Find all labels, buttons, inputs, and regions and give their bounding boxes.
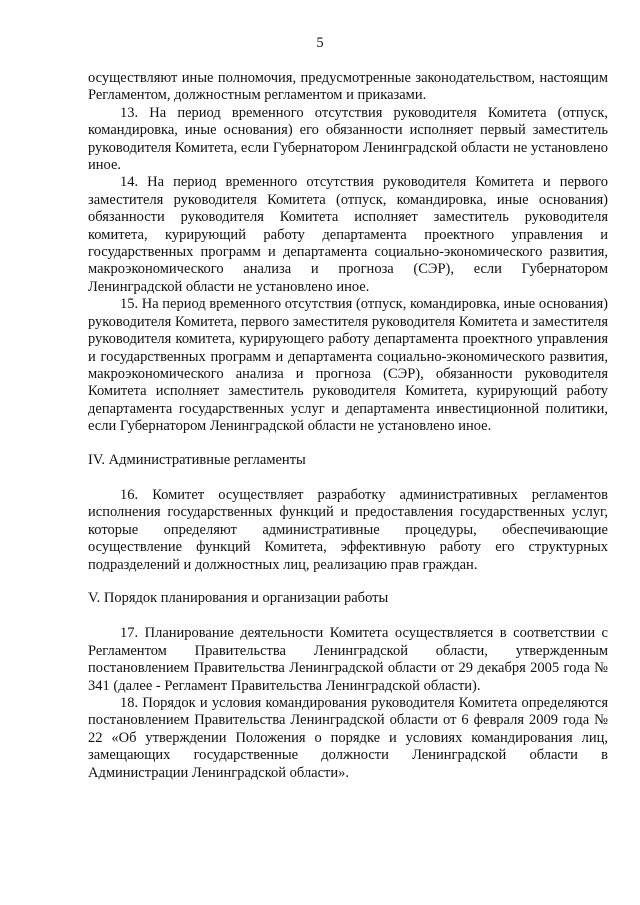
paragraph-17: 17. Планирование деятельности Комитета осуществляется в соответствии с Регламентом Правительства Ленинградской области, утвержденным постановлением Правительства Ленинградской области от 29 декабря 2005 года № 341 (далее - Регламент Правительства Ленинградской области). (88, 625, 608, 694)
spacer (88, 436, 608, 452)
page-number: 5 (316, 35, 324, 51)
paragraph-continuation: осуществляют иные полномочия, предусмотренные законодательством, настоящим Регламентом, должностным регламентом и приказами. (88, 70, 608, 104)
section-heading-iv: IV. Административные регламенты (88, 451, 306, 468)
paragraph-18: 18. Порядок и условия командирования руководителя Комитета определяются постановлением Правительства Ленинградской области от 6 февраля 2009 года № 22 «Об утверждении Положения о порядке и условиях командирования лиц, замещающих государственные должности Ленинградской области в Администрации Ленинградской области». (88, 695, 608, 781)
paragraph-15: 15. На период временного отсутствия (отпуск, командировка, иные основания) руководителя Комитета, первого заместителя руководителя Комитета и заместителя руководителя комитета, курирующего работу департамента проектного управления и государственных программ и департамента социально-экономического развития, макроэкономического анализа и прогноза (СЭР), обязанности руководителя Комитета исполняет заместитель руководителя Комитета, курирующий работу департамента государственных услуг и департамента инвестиционной политики, если Губернатором Ленинградской области не установлено иное. (88, 296, 608, 435)
section-heading-v: V. Порядок планирования и организации работы (88, 589, 389, 606)
paragraph-14: 14. На период временного отсутствия руководителя Комитета и первого заместителя руководителя Комитета (отпуск, командировка, иные основания) обязанности руководителя Комитета исполняет заместитель руководителя комитета, курирующий работу департамента проектного управления и государственных программ и департамента социально-экономического развития, макроэкономического анализа и прогноза (СЭР), если Губернатором Ленинградской области не установлено иное. (88, 174, 608, 295)
spacer (88, 469, 608, 487)
spacer (88, 574, 608, 590)
document-body (88, 70, 608, 782)
spacer (88, 607, 608, 625)
paragraph-13: 13. На период временного отсутствия руководителя Комитета (отпуск, командировка, иные основания) его обязанности исполняет первый заместитель руководителя Комитета, если Губернатором Ленинградской области не установлено иное. (88, 104, 608, 174)
paragraph-16: 16. Комитет осуществляет разработку административных регламентов исполнения государственных функций и предоставления государственных услуг, которые определяют административные процедуры, обеспечивающие осуществление функций Комитета, эффективную работу его структурных подразделений и должностных лиц, реализацию прав граждан. (88, 486, 608, 573)
